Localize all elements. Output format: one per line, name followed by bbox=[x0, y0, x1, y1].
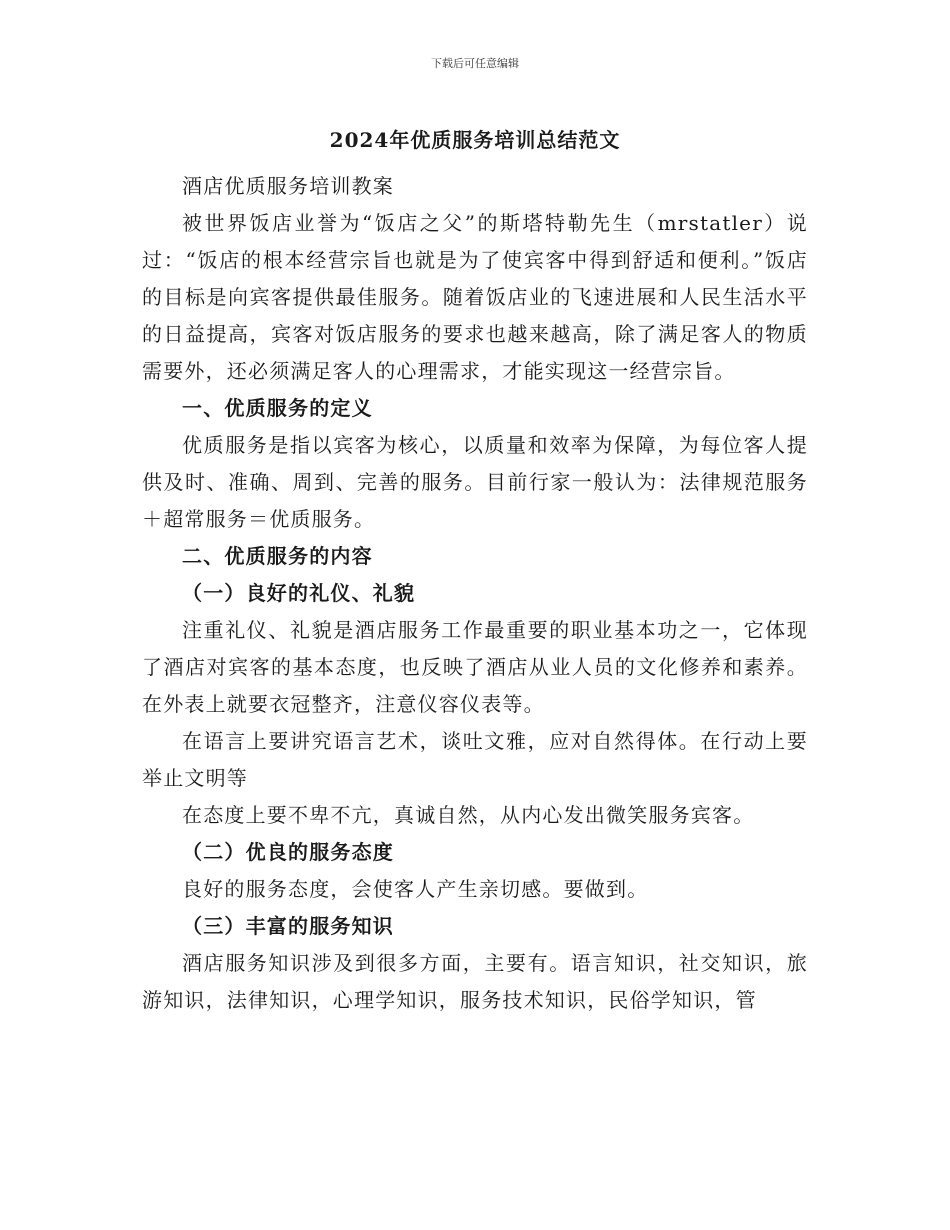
paragraph-language: 在语言上要讲究语言艺术，谈吐文雅，应对自然得体。在行动上要举止文明等 bbox=[142, 729, 808, 790]
document-title: 2024年优质服务培训总结范文 bbox=[329, 128, 621, 152]
document-body bbox=[142, 168, 808, 1019]
paragraph-knowledge: 酒店服务知识涉及到很多方面，主要有。语言知识，社交知识，旅游知识，法律知识，心理学知识，服务技术知识，民俗学知识，管 bbox=[142, 951, 808, 1012]
subsection-heading-etiquette: （一）良好的礼仪、礼貌 bbox=[182, 581, 416, 605]
header-note: 下载后可任意编辑 bbox=[431, 57, 519, 70]
paragraph-etiquette: 注重礼仪、礼貌是酒店服务工作最重要的职业基本功之一，它体现了酒店对宾客的基本态度，也反映了酒店从业人员的文化修养和素养。在外表上就要衣冠整齐，注意仪容仪表等。 bbox=[142, 618, 808, 716]
subsection-heading-knowledge: （三）丰富的服务知识 bbox=[182, 914, 394, 938]
paragraph-subtitle: 酒店优质服务培训教案 bbox=[182, 174, 394, 198]
paragraph-definition: 优质服务是指以宾客为核心，以质量和效率为保障，为每位客人提供及时、准确、周到、完善的服务。目前行家一般认为：法律规范服务＋超常服务＝优质服务。 bbox=[142, 433, 808, 531]
subsection-heading-service-attitude: （二）优良的服务态度 bbox=[182, 840, 394, 864]
section-heading-content: 二、优质服务的内容 bbox=[182, 544, 373, 568]
section-heading-definition: 一、优质服务的定义 bbox=[182, 396, 373, 420]
paragraph-intro: 被世界饭店业誉为“饭店之父”的斯塔特勒先生（mrstatler）说过：“饭店的根本经营宗旨也就是为了使宾客中得到舒适和便利。”饭店的目标是向宾客提供最佳服务。随着饭店业的飞速进展和人民生活水平的日益提高，宾客对饭店服务的要求也越来越高，除了满足客人的物质需要外，还必须满足客人的心理需求，才能实现这一经营宗旨。 bbox=[142, 211, 808, 383]
paragraph-attitude: 在态度上要不卑不亢，真诚自然，从内心发出微笑服务宾客。 bbox=[182, 803, 755, 827]
paragraph-service-attitude: 良好的服务态度，会使客人产生亲切感。要做到。 bbox=[182, 877, 649, 901]
